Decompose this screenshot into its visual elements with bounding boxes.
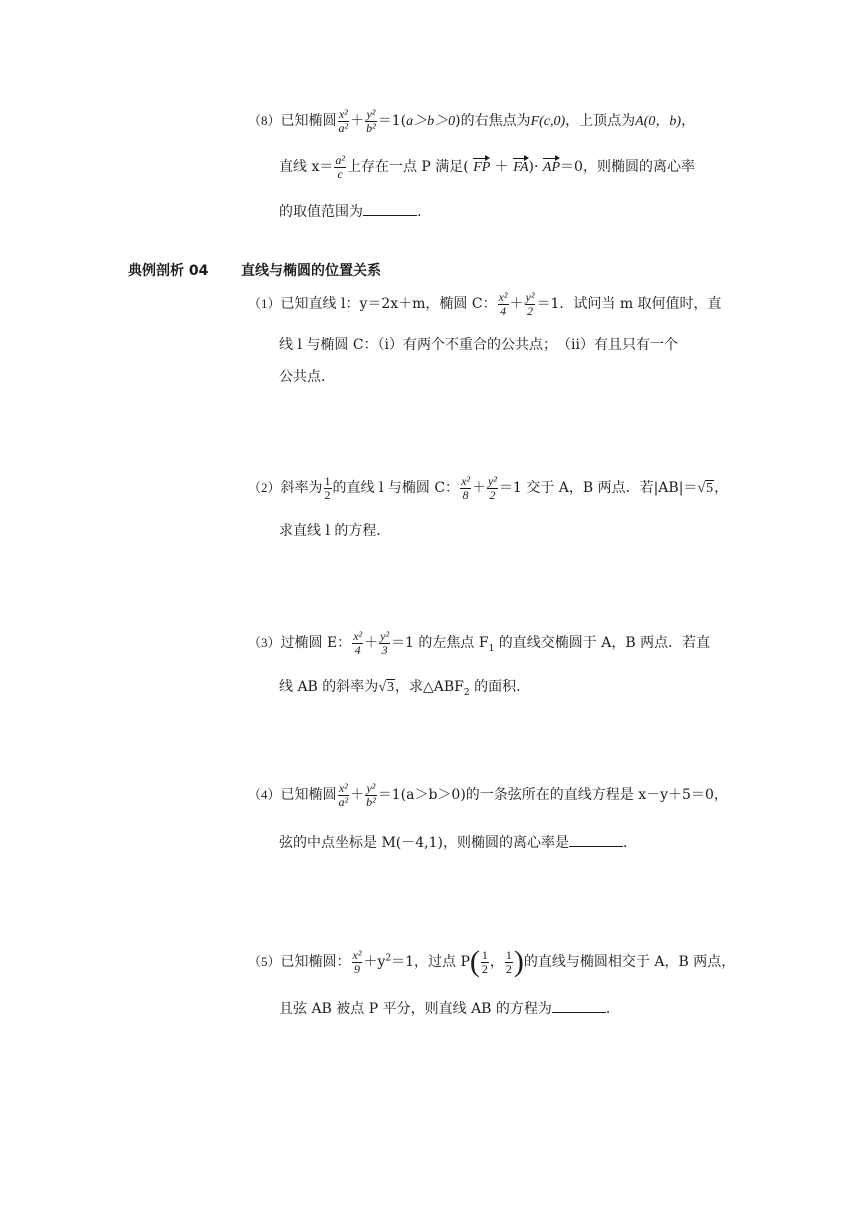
problem-1-line-1: （1）已知直线 l：y＝2x＋m，椭圆 C： $\frac{\text{x²}}{4}$ ＋ $\frac{\text{y²}}{2}$ ＝1．试问当 m 取何值时，直 bbox=[248, 290, 722, 318]
problem-5-line-2: 且弦 AB 被点 P 平分，则直线 AB 的方程为 . bbox=[279, 1001, 611, 1017]
fraction-1-2: $\frac{1}{2}$ bbox=[324, 474, 331, 502]
fraction-x2-9: $\frac{\text{x²}}{9}$ bbox=[352, 947, 362, 976]
section-title: 直线与椭圆的位置关系 bbox=[241, 263, 381, 279]
fraction-x2-8: $\frac{\text{x²}}{8}$ bbox=[461, 474, 470, 502]
problem-2-line-1: （2）斜率为 $\frac{1}{2}$ 的直线 l 与椭圆 C： $\frac{\text{x²}}{8}$ ＋ $\frac{\text{y²}}{2}$ ＝1 交于 A，B 两点．若|AB|＝√5， bbox=[248, 474, 729, 502]
fraction-y2-3: $\frac{\text{y²}}{3}$ bbox=[380, 629, 390, 657]
fraction-x2-4: $\frac{\text{x²}}{4}$ bbox=[353, 629, 363, 657]
fraction-y2-b2: $\frac{\text{y²}}{\text{b²}}$ bbox=[366, 107, 376, 135]
fraction-1-2: $\frac{1}{2}$ bbox=[505, 947, 512, 976]
fraction-y2-2: $\frac{\text{y²}}{2}$ bbox=[488, 474, 497, 502]
fraction-y2-2: $\frac{\text{y²}}{2}$ bbox=[525, 290, 535, 318]
problem-1-line-2: 线 l 与椭圆 C：（ⅰ）有两个不重合的公共点； （ⅱ）有且只有一个 bbox=[279, 337, 678, 353]
fraction-x2-4: $\frac{\text{x²}}{4}$ bbox=[498, 290, 508, 318]
fraction-y2-b2: $\frac{\text{y²}}{\text{b²}}$ bbox=[366, 781, 376, 809]
vector-FA: FA bbox=[513, 160, 529, 176]
problem-4-line-1: （4）已知椭圆 $\frac{\text{x²}}{\text{a²}}$ ＋ $\frac{\text{y²}}{\text{b²}}$ ＝1(a＞b＞0)的一条弦所在的直线方程是 x－y＋5＝0， bbox=[248, 781, 728, 809]
problem-8-line-3: 的取值范围为 . bbox=[279, 204, 422, 220]
answer-blank bbox=[569, 834, 623, 847]
answer-blank bbox=[363, 203, 417, 216]
vector-AP: AP bbox=[542, 160, 561, 176]
problem-8-line-1: （8）已知椭圆 $\frac{\text{x²}}{\text{a²}}$ ＋ $\frac{\text{y²}}{\text{b²}}$ ＝1(a＞b＞0)的右焦点为F(c,0)，上顶点为A(0，b)， bbox=[248, 107, 696, 135]
sqrt-3: √3 bbox=[378, 680, 394, 695]
answer-blank bbox=[552, 1000, 606, 1013]
sqrt-5: √5 bbox=[697, 481, 714, 497]
problem-1-line-3: 公共点． bbox=[279, 369, 335, 385]
fraction-a2-c: $\frac{\text{a²}}{c}$ bbox=[335, 153, 345, 181]
problem-2-line-2: 求直线 l 的方程． bbox=[279, 523, 391, 539]
problem-5-line-1: （5）已知椭圆： $\frac{\text{x²}}{9}$ $+y^2=1$，过点 P( $\frac{1}{2}$ ， $\frac{1}{2}$ )的直线与椭圆相交于 A，B 两点， bbox=[248, 945, 736, 978]
vector-FP: FP bbox=[473, 160, 491, 176]
fraction-x2-a2: $\frac{\text{x²}}{\text{a²}}$ bbox=[338, 107, 349, 135]
problem-4-line-2: 弦的中点坐标是 M(－4,1)，则椭圆的离心率是 . bbox=[279, 835, 628, 851]
problem-8-line-2: 直线 x＝ $\frac{\text{a²}}{c}$ 上存在一点 P 满足( FP ＋ FA)· AP＝0，则椭圆的离心率 bbox=[279, 153, 695, 181]
problem-3-line-1: （3）过椭圆 E： $\frac{\text{x²}}{4}$ ＋ $\frac{\text{y²}}{3}$ ＝1 的左焦点 $F_1$ 的直线交椭圆于 A，B 两点．若直 bbox=[248, 629, 711, 657]
problem-3-line-2: 线 AB 的斜率为√3，求$\triangle ABF_2$ 的面积． bbox=[279, 679, 531, 698]
fraction-1-2: $\frac{1}{2}$ bbox=[481, 947, 488, 976]
problem-number: （8） bbox=[248, 113, 281, 129]
section-label: 典例剖析 04 bbox=[128, 263, 209, 279]
fraction-x2-a2: $\frac{\text{x²}}{\text{a²}}$ bbox=[338, 781, 349, 809]
